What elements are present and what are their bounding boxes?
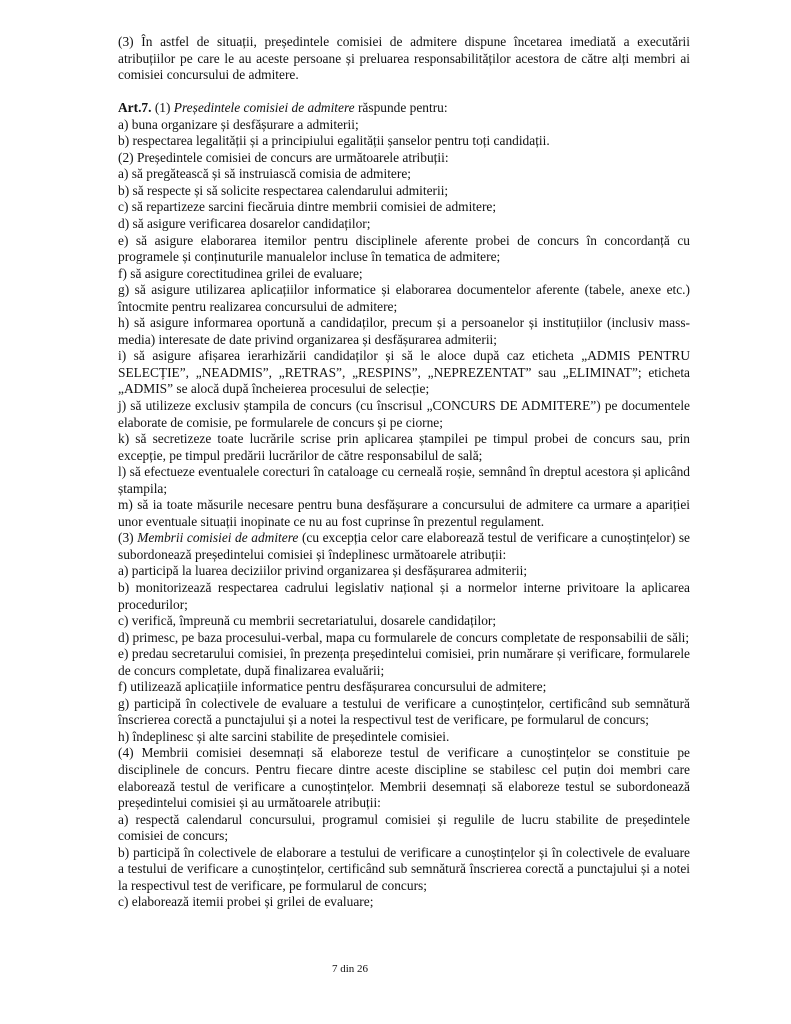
article-heading: Art.7. (118, 100, 152, 116)
para-emphasis: Președintele comisiei de admitere (173, 100, 355, 116)
list-item: g) să asigure utilizarea aplicațiilor informatice și elaborarea documentelor aferente (tabele, anexe etc.) întocmite pentru realizarea concursului de admitere; (118, 282, 690, 314)
list-item: h) să asigure informarea oportună a candidaților, precum și a persoanelor și instituțiilor (inclusiv mass-media) interesate de date privind organizarea și desfășurarea admiterii; (118, 315, 690, 347)
list-item: c) verifică, împreună cu membrii secretariatului, dosarele candidaților; (118, 613, 497, 629)
list-item: a) să pregătească și să instruiască comisia de admitere; (118, 166, 411, 182)
list-item: c) să repartizeze sarcini fiecăruia dintre membrii comisiei de admitere; (118, 199, 497, 215)
list-item: h) îndeplinesc și alte sarcini stabilite de președintele comisiei. (118, 728, 450, 744)
list-item: a) buna organizare și desfășurare a admiterii; (118, 116, 359, 132)
para-number: (1) (151, 100, 174, 116)
list-item: l) să efectueze eventualele corecturi în cataloage cu cerneală roșie, semnând în dreptul acestora și aplicând ștampila; (118, 464, 690, 496)
intro-paragraph: (3) În astfel de situații, președintele comisiei de admitere dispune încetarea imediată a executării atribuțiilor pe care le au aceste persoane și preluarea responsabilităților acestora de către alți membri ai comisiei concursului de admitere. (118, 34, 690, 83)
list-item: f) să asigure corectitudinea grilei de evaluare; (118, 265, 363, 281)
list-item: a) respectă calendarul concursului, programul comisiei și regulile de lucru stabilite de președintele comisiei de concurs; (118, 811, 690, 844)
list-item: e) să asigure elaborarea itemilor pentru disciplinele aferente probei de concurs în concordanță cu programele și conținuturile manualelor incluse în tematica de admitere; (118, 232, 690, 265)
art7-para2-intro: (2) Președintele comisiei de concurs are următoarele atribuții: (118, 149, 449, 165)
para-emphasis: Membrii comisiei de admitere (137, 530, 299, 546)
list-item: e) predau secretarului comisiei, în prezența președintelui comisiei, prin numărare și verificare, formularele de concurs completate, după finalizarea evaluării; (118, 646, 690, 678)
list-item: d) să asigure verificarea dosarelor candidaților; (118, 215, 371, 231)
list-item: j) să utilizeze exclusiv ștampila de concurs (cu înscrisul „CONCURS DE ADMITERE”) pe documentele elaborate de comisie, pe formularele de concurs și pe ciorne; (118, 397, 690, 430)
art7-para3-intro (118, 530, 690, 563)
list-item: c) elaborează itemii probei și grilei de evaluare; (118, 894, 374, 910)
list-item: b) respectarea legalității și a principiului egalității șanselor pentru toți candidații. (118, 133, 550, 149)
list-item: a) participă la luarea deciziilor privind organizarea și desfășurarea admiterii; (118, 563, 528, 579)
list-item: i) să asigure afișarea ierarhizării candidaților și să le aloce după caz eticheta „ADMIS PENTRU SELECȚIE”, „NEADMIS”, „RETRAS”, „RESPINS”, „NEPREZENTAT” sau „ELIMINAT”; eticheta „ADMIS” se alocă după încheierea procesului de selecție; (118, 348, 690, 397)
list-item: m) să ia toate măsurile necesare pentru buna desfășurare a concursului de admitere ca urmare a apariției unor eventuale situații inopinate ce nu au fost cuprinse în prezentul regulament. (118, 497, 690, 529)
page-number: 7 din 26 (331, 963, 369, 975)
list-item: b) să respecte și să solicite respectarea calendarului admiterii; (118, 182, 449, 198)
list-item: b) monitorizează respectarea cadrului legislativ național și a normelor interne privitoare la aplicarea procedurilor; (118, 580, 690, 612)
art7-para1-heading (118, 100, 690, 117)
list-item: f) utilizează aplicațiile informatice pentru desfășurarea concursului de admitere; (118, 679, 547, 695)
para-text: (cu excepția celor care elaborează testul de verificare a cunoștințelor) se subordonează președintelui comisiei și îndeplinesc următoarele atribuții: (118, 530, 690, 562)
para-text: răspunde pentru: (354, 100, 448, 116)
list-item: g) participă în colectivele de evaluare a testului de verificare a cunoștințelor, certificând sub semnătură înscrierea corectă a punctajului și a notei la respectivul test de verificare, pe formularul de concurs; (118, 695, 690, 728)
list-item: k) să secretizeze toate lucrările scrise prin aplicarea ștampilei pe timpul probei de concurs sau, prin excepție, pe timpul predării lucrărilor de către responsabilul de sală; (118, 431, 690, 463)
list-item: b) participă în colectivele de elaborare a testului de verificare a cunoștințelor și în colectivele de evaluare a testului de verificare a cunoștințelor, certificând sub semnătură înscrierea corectă a punctajului și a notei la respectivul test de verificare, pe formularul de concurs; (118, 844, 690, 893)
list-item: d) primesc, pe baza procesului-verbal, mapa cu formularele de concurs completate de responsabilii de săli; (118, 629, 690, 645)
paragraph-gap (118, 84, 690, 101)
document-body (118, 34, 690, 911)
art7-para4-intro: (4) Membrii comisiei desemnați să elaboreze testul de verificare a cunoștințelor se constituie pe disciplinele de concurs. Pentru fiecare dintre aceste discipline se stabilesc cel puțin doi membri care elaborează testul de verificare a cunoștințelor. Membrii desemnați să elaboreze testul se subordonează președintelui comisiei și au următoarele atribuții: (118, 745, 690, 811)
para-number: (3) (118, 530, 138, 546)
